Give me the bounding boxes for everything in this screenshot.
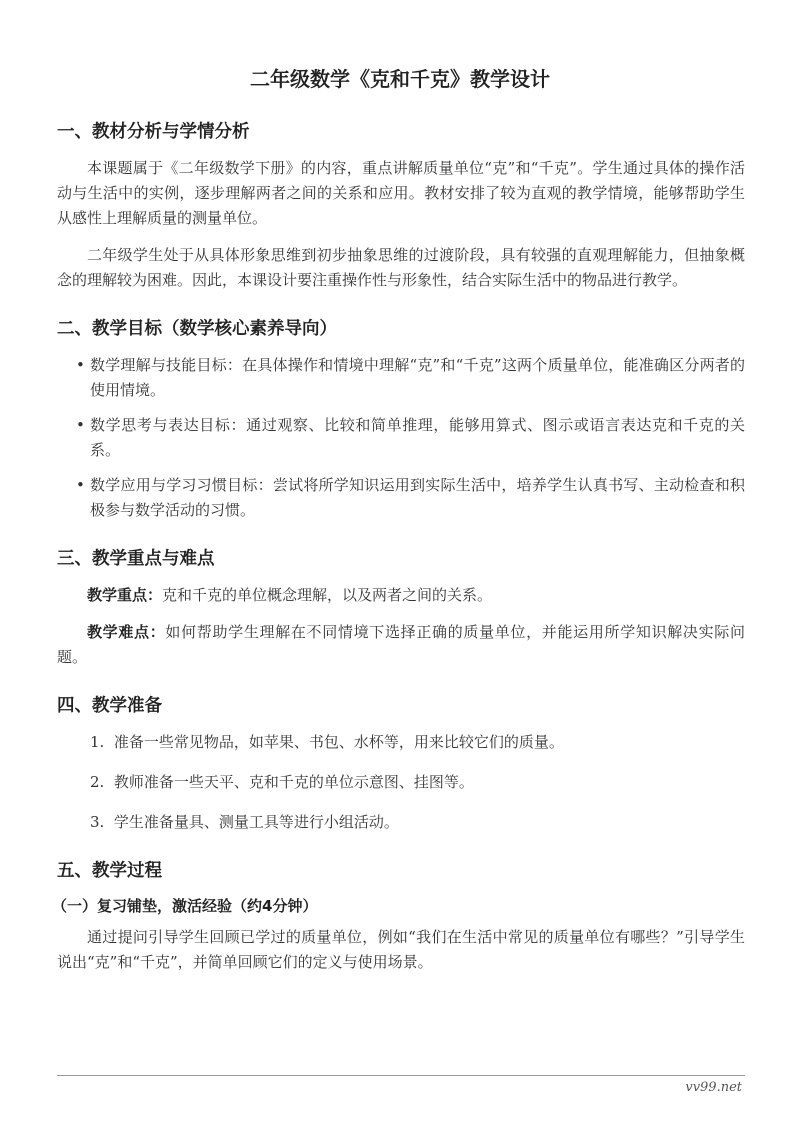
goal-text: 数学理解与技能目标：在具体操作和情境中理解“克”和“千克”这两个质量单位，能准确区分两者的使用情境。 (90, 356, 745, 399)
goal-text: 数学应用与学习习惯目标：尝试将所学知识运用到实际生活中，培养学生认真书写、主动检查和积极参与数学活动的习惯。 (90, 476, 745, 519)
difficult-label: 教学难点： (87, 623, 166, 641)
goal-text: 数学思考与表达目标：通过观察、比较和简单推理，能够用算式、图示或语言表达克和千克的关系。 (90, 416, 745, 459)
section-4-heading: 四、教学准备 (57, 696, 162, 716)
goal-item (76, 353, 745, 403)
section-2-heading: 二、教学目标（数学核心素养导向） (57, 319, 337, 339)
watermark: vv99.net (330, 1012, 611, 1082)
page-title: 二年级数学《克和千克》教学设计 (250, 67, 550, 91)
key-label: 教学重点： (87, 586, 163, 604)
footer-site: vv99.net (685, 1080, 742, 1095)
footer-divider (57, 1075, 745, 1076)
goal-item (76, 413, 745, 463)
subsection-heading: （一）复习铺垫，激活经验（约4分钟） (52, 897, 318, 915)
bullet-icon: • (76, 476, 85, 494)
bullet-icon: • (76, 356, 85, 374)
document-body (52, 66, 745, 987)
difficult-point (57, 620, 745, 670)
goal-item (76, 473, 745, 523)
prep-item: 3. 学生准备量具、测量工具等进行小组活动。 (90, 813, 399, 831)
difficult-text: 如何帮助学生理解在不同情境下选择正确的质量单位，并能运用所学知识解决实际问题。 (57, 623, 745, 666)
section-5-heading: 五、教学过程 (57, 861, 162, 881)
prep-item: 2. 教师准备一些天平、克和千克的单位示意图、挂图等。 (90, 773, 474, 791)
section-5-paragraph: 通过提问引导学生回顾已学过的质量单位，例如“我们在生活中常见的质量单位有哪些？”引导学生说出“克”和“千克”，并简单回顾它们的定义与使用场景。 (57, 928, 745, 971)
bullet-icon: • (76, 416, 85, 434)
section-3-heading: 三、教学重点与难点 (57, 549, 215, 569)
key-text: 克和千克的单位概念理解，以及两者之间的关系。 (162, 586, 493, 604)
section-1-heading: 一、教材分析与学情分析 (57, 122, 250, 142)
section-1-paragraph-2: 二年级学生处于从具体形象思维到初步抽象思维的过渡阶段，具有较强的直观理解能力，但抽象概念的理解较为困难。因此，本课设计要注重操作性与形象性，结合实际生活中的物品进行教学。 (57, 246, 745, 289)
prep-item: 1. 准备一些常见物品，如苹果、书包、水杯等，用来比较它们的质量。 (90, 733, 564, 751)
key-point (57, 583, 745, 608)
section-1-paragraph-1: 本课题属于《二年级数学下册》的内容，重点讲解质量单位“克”和“千克”。学生通过具体的操作活动与生活中的实例，逐步理解两者之间的关系和应用。教材安排了较为直观的教学情境，能够帮助学生从感性上理解质量的测量单位。 (57, 159, 745, 227)
